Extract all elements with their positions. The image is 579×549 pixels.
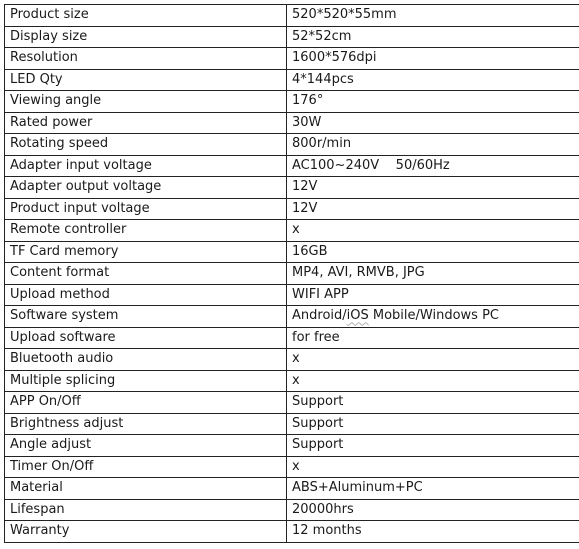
spec-label: Material: [5, 478, 287, 500]
spec-value: 176°: [287, 91, 579, 113]
spec-value: x: [287, 220, 579, 242]
spec-label: Resolution: [5, 48, 287, 70]
table-row: [5, 5, 579, 27]
spec-label: Product input voltage: [5, 198, 287, 220]
table-row: [5, 198, 579, 220]
spec-label: Viewing angle: [5, 91, 287, 113]
spec-table: [4, 4, 579, 543]
spec-value: ABS+Aluminum+PC: [287, 478, 579, 500]
table-row: [5, 112, 579, 134]
spec-value: AC100~240V 50/60Hz: [287, 155, 579, 177]
spec-value: 20000hrs: [287, 499, 579, 521]
spec-label: Adapter output voltage: [5, 177, 287, 199]
table-row: [5, 91, 579, 113]
table-row: [5, 478, 579, 500]
spec-value: Support: [287, 392, 579, 414]
table-row: [5, 370, 579, 392]
spec-label: Warranty: [5, 521, 287, 543]
spec-label: Adapter input voltage: [5, 155, 287, 177]
spec-label: Lifespan: [5, 499, 287, 521]
spec-value: 12V: [287, 198, 579, 220]
spec-value: MP4, AVI, RMVB, JPG: [287, 263, 579, 285]
spec-value: x: [287, 349, 579, 371]
spec-value: for free: [287, 327, 579, 349]
table-row: [5, 48, 579, 70]
spec-label: Rotating speed: [5, 134, 287, 156]
spec-label: Multiple splicing: [5, 370, 287, 392]
spec-label: LED Qty: [5, 69, 287, 91]
table-row: [5, 435, 579, 457]
table-row: [5, 26, 579, 48]
spec-value: 12V: [287, 177, 579, 199]
table-row: [5, 413, 579, 435]
spec-value-part: Android/: [292, 308, 347, 324]
spec-label: Product size: [5, 5, 287, 27]
spec-value: WIFI APP: [287, 284, 579, 306]
spec-label: TF Card memory: [5, 241, 287, 263]
table-row: [5, 284, 579, 306]
spec-value: 800r/min: [287, 134, 579, 156]
table-row: [5, 327, 579, 349]
spec-value: 12 months: [287, 521, 579, 543]
spec-label: Upload method: [5, 284, 287, 306]
spec-label: APP On/Off: [5, 392, 287, 414]
spec-value-part: Mobile/Windows PC: [368, 308, 499, 324]
table-row: [5, 177, 579, 199]
table-row: [5, 499, 579, 521]
spec-value: 16GB: [287, 241, 579, 263]
table-row: [5, 155, 579, 177]
table-row: [5, 220, 579, 242]
table-row: [5, 392, 579, 414]
spec-value: 520*520*55mm: [287, 5, 579, 27]
spec-label: Upload software: [5, 327, 287, 349]
spec-label: Brightness adjust: [5, 413, 287, 435]
spec-label: Timer On/Off: [5, 456, 287, 478]
spec-value: 30W: [287, 112, 579, 134]
table-row: [5, 263, 579, 285]
spec-label: Angle adjust: [5, 435, 287, 457]
spec-value: 4*144pcs: [287, 69, 579, 91]
spec-label: Rated power: [5, 112, 287, 134]
spec-value: 1600*576dpi: [287, 48, 579, 70]
spec-label: Content format: [5, 263, 287, 285]
spec-value: Support: [287, 413, 579, 435]
spec-value: [287, 306, 579, 328]
table-row: [5, 69, 579, 91]
spec-value: x: [287, 370, 579, 392]
table-row: [5, 306, 579, 328]
spec-label: Software system: [5, 306, 287, 328]
table-row: [5, 349, 579, 371]
table-row: [5, 134, 579, 156]
spec-value: x: [287, 456, 579, 478]
spec-value: Support: [287, 435, 579, 457]
spec-table-body: [5, 5, 579, 543]
table-row: [5, 521, 579, 543]
spec-label: Display size: [5, 26, 287, 48]
spec-label: Bluetooth audio: [5, 349, 287, 371]
table-row: [5, 241, 579, 263]
spec-label: Remote controller: [5, 220, 287, 242]
spec-value: 52*52cm: [287, 26, 579, 48]
table-row: [5, 456, 579, 478]
spellcheck-marked-text: iOS: [346, 308, 369, 324]
